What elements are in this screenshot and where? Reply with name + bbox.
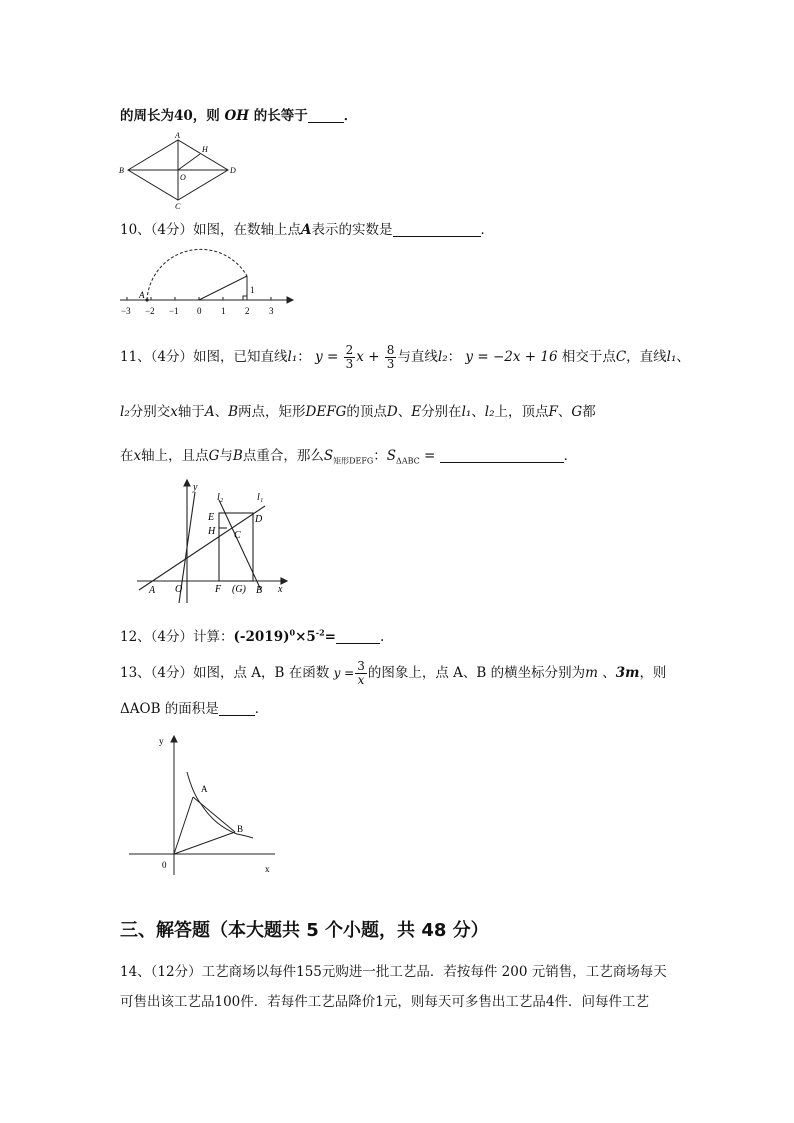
label-c: C xyxy=(234,530,241,541)
label-x: x xyxy=(278,584,283,595)
q13-end: ． xyxy=(254,701,269,717)
q11-figure xyxy=(135,478,295,608)
q11-text: 、 xyxy=(214,404,229,420)
q11-l1: l₁ xyxy=(666,349,677,365)
q10-var: A xyxy=(301,222,312,238)
q9-line xyxy=(120,104,357,124)
q11-eq1-mid: x + xyxy=(356,349,380,365)
q11-colon: ： xyxy=(373,448,387,464)
q11-text: 轴上，且点 xyxy=(141,448,209,464)
q9-text: 的周长为40，则 xyxy=(120,108,225,124)
label-a: A xyxy=(149,585,156,596)
q11-text: 点重合，那么 xyxy=(242,448,324,464)
q12-eq: = xyxy=(324,629,336,645)
q11-x: x xyxy=(170,404,178,420)
q11-comma: 、 xyxy=(676,349,690,365)
frac-den: 3 xyxy=(345,357,354,371)
q11-s: S xyxy=(386,448,397,464)
q11-text: 、 xyxy=(397,404,412,420)
q9-answer-blank[interactable] xyxy=(308,108,344,123)
point-a xyxy=(145,298,148,301)
q11-text: 两点，矩形 xyxy=(238,404,306,420)
q11-text: 分别在 xyxy=(421,404,462,420)
q13-text2: 的图象上，点 A、B 的横坐标分别为 xyxy=(367,665,586,681)
q10-text: 10、（4分）如图，在数轴上点 xyxy=(120,222,302,238)
label-l1: l₁ xyxy=(257,492,264,503)
q13-figure xyxy=(125,730,285,880)
q13-text: 13、（4分）如图，点 A，B 在函数 xyxy=(120,665,330,681)
tick-label: 1 xyxy=(221,306,226,316)
q11-c: C xyxy=(615,349,627,365)
segment-ab xyxy=(193,797,235,832)
label-g: (G) xyxy=(232,584,246,595)
q13-sep: 、 xyxy=(597,665,616,681)
section-heading: 三、解答题（本大题共 5 个小题，共 48 分） xyxy=(120,920,489,941)
q10-text2: 表示的实数是 xyxy=(311,222,393,238)
segment-ob xyxy=(174,832,235,854)
q14-line2: 可售出该工艺品100件．若每件工艺品降价1元，则每天可多售出工艺品4件．问每件工艺 xyxy=(120,994,649,1010)
q13-fy: y = xyxy=(333,666,355,680)
y-axis-arrow-icon xyxy=(171,736,177,742)
tick-label: −2 xyxy=(145,306,155,316)
q11-x: x xyxy=(133,448,142,464)
q11-text: 与直线 xyxy=(397,349,438,365)
q11-b: B xyxy=(228,404,239,420)
q11-text: 11、（4分）如图，已知直线 xyxy=(120,349,288,365)
q12-end: . xyxy=(379,629,385,645)
frac-num: 8 xyxy=(386,343,395,357)
hypotenuse xyxy=(199,276,247,300)
q11-text: 、 xyxy=(471,404,485,420)
q13-line2-text: ΔAOB 的面积是 xyxy=(120,701,219,717)
label-y: y xyxy=(193,482,198,493)
fraction xyxy=(344,344,356,371)
label-o: O xyxy=(180,173,186,182)
q9-var: OH xyxy=(224,108,250,124)
label-x: x xyxy=(265,864,270,874)
tick-label: −1 xyxy=(169,306,179,316)
arrow-icon xyxy=(287,297,293,303)
q11-text: 在 xyxy=(120,448,134,464)
q11-colon: ： xyxy=(297,349,311,365)
q9-rhombus-figure xyxy=(118,130,238,210)
tick-label: 3 xyxy=(269,306,274,316)
q11-text: 的顶点 xyxy=(346,404,387,420)
q9-end: ． xyxy=(343,108,358,124)
label-a: A xyxy=(139,290,145,300)
q11-l1: l₁ xyxy=(461,404,472,420)
frac-num: 3 xyxy=(357,659,365,673)
label-b: B xyxy=(256,585,263,596)
q12-exp2: -2 xyxy=(315,627,325,638)
segment-oh xyxy=(178,154,200,170)
label-b: B xyxy=(237,824,244,834)
line-l1 xyxy=(139,506,265,590)
q13-line1 xyxy=(120,660,666,687)
q11-text: 分别交 xyxy=(129,404,171,420)
q10-answer-blank[interactable] xyxy=(393,222,481,237)
q11-text: 都 xyxy=(582,404,596,420)
tick-label: 0 xyxy=(197,306,202,316)
fraction xyxy=(385,344,397,371)
frac-den: 3 xyxy=(386,357,395,371)
q11-text: 相交于点 xyxy=(561,349,616,365)
q11-l1: l₁ xyxy=(287,349,298,365)
segment-oa xyxy=(174,797,193,854)
q14-line1: 14、（12分）工艺商场以每件155元购进一批工艺品．若按每件 200 元销售，工艺商场每天 xyxy=(120,964,667,980)
q11-line3 xyxy=(120,444,577,467)
q13-answer-blank[interactable] xyxy=(219,701,255,716)
q11-a: A xyxy=(204,404,215,420)
q11-s-sub: 矩形DEFG xyxy=(333,456,374,466)
q11-text: 轴于 xyxy=(177,404,205,420)
q11-answer-blank[interactable] xyxy=(440,448,564,463)
q11-line2 xyxy=(120,400,596,420)
q11-eq1-y: y = xyxy=(315,349,339,365)
tick-label: 2 xyxy=(245,306,250,316)
q11-text: 、 xyxy=(557,404,572,420)
label-h: H xyxy=(202,145,208,154)
y-axis-arrow-icon xyxy=(184,480,190,486)
fraction xyxy=(355,660,367,687)
q13-m: m xyxy=(585,665,598,681)
tick-label: −3 xyxy=(121,306,131,316)
label-d: D xyxy=(230,166,236,175)
label-o: O xyxy=(175,584,183,595)
q13-3m: 3m xyxy=(615,665,640,681)
q12-times: ×5 xyxy=(295,629,316,645)
q11-s-sub: ΔABC xyxy=(396,456,420,466)
q11-e: E xyxy=(411,404,422,420)
q12-base: (-2019) xyxy=(233,629,290,645)
label-c: C xyxy=(175,202,181,211)
q11-eq2: y = −2x + 16 xyxy=(465,349,558,365)
label-d: D xyxy=(255,514,263,525)
label-h: H xyxy=(208,526,216,537)
label-e: E xyxy=(208,512,215,523)
frac-num: 2 xyxy=(345,343,354,357)
q11-b: B xyxy=(232,448,243,464)
q13-text3: ，则 xyxy=(639,665,667,681)
q12-answer-blank[interactable] xyxy=(336,629,380,644)
q10-number-line-figure xyxy=(115,240,295,320)
rectangle-defg xyxy=(219,513,253,581)
q9-text-post: 的长等于 xyxy=(249,108,308,124)
frac-den: x xyxy=(357,673,365,687)
q11-defg: DEFG xyxy=(305,404,347,420)
q11-text: ，直线 xyxy=(626,349,667,365)
label-o: 0 xyxy=(162,860,167,870)
label-a: A xyxy=(201,784,208,794)
q11-s: S xyxy=(323,448,334,464)
q11-l2: l₂ xyxy=(120,404,130,420)
q11-text: 与 xyxy=(219,448,233,464)
label-b: B xyxy=(119,166,124,175)
q11-d: D xyxy=(386,404,398,420)
q10-end: ． xyxy=(480,222,495,238)
q11-l2: l₂ xyxy=(437,349,448,365)
q10-line xyxy=(120,218,494,238)
label-f: F xyxy=(215,584,222,595)
q11-g: G xyxy=(208,448,220,464)
q11-end: ． xyxy=(563,448,578,464)
label-y: y xyxy=(159,736,164,746)
label-a: A xyxy=(175,131,180,140)
curve-y-3-over-x xyxy=(187,772,253,838)
q13-line2 xyxy=(120,697,268,717)
q12-exp0: 0 xyxy=(289,627,296,638)
q12-line xyxy=(120,625,384,645)
q11-line1 xyxy=(120,344,690,371)
q11-text: 上，顶点 xyxy=(494,404,549,420)
q11-g: G xyxy=(571,404,583,420)
q12-text: 12、（4分）计算： xyxy=(120,629,234,645)
q11-colon: ： xyxy=(447,349,462,365)
q11-l2: l₂ xyxy=(484,404,495,420)
q11-eq: = xyxy=(419,448,440,464)
label-l2: l₂ xyxy=(217,492,224,503)
dashed-arc xyxy=(147,249,247,300)
right-angle-mark xyxy=(243,296,247,300)
label-one: 1 xyxy=(250,285,255,295)
q11-f: F xyxy=(548,404,558,420)
